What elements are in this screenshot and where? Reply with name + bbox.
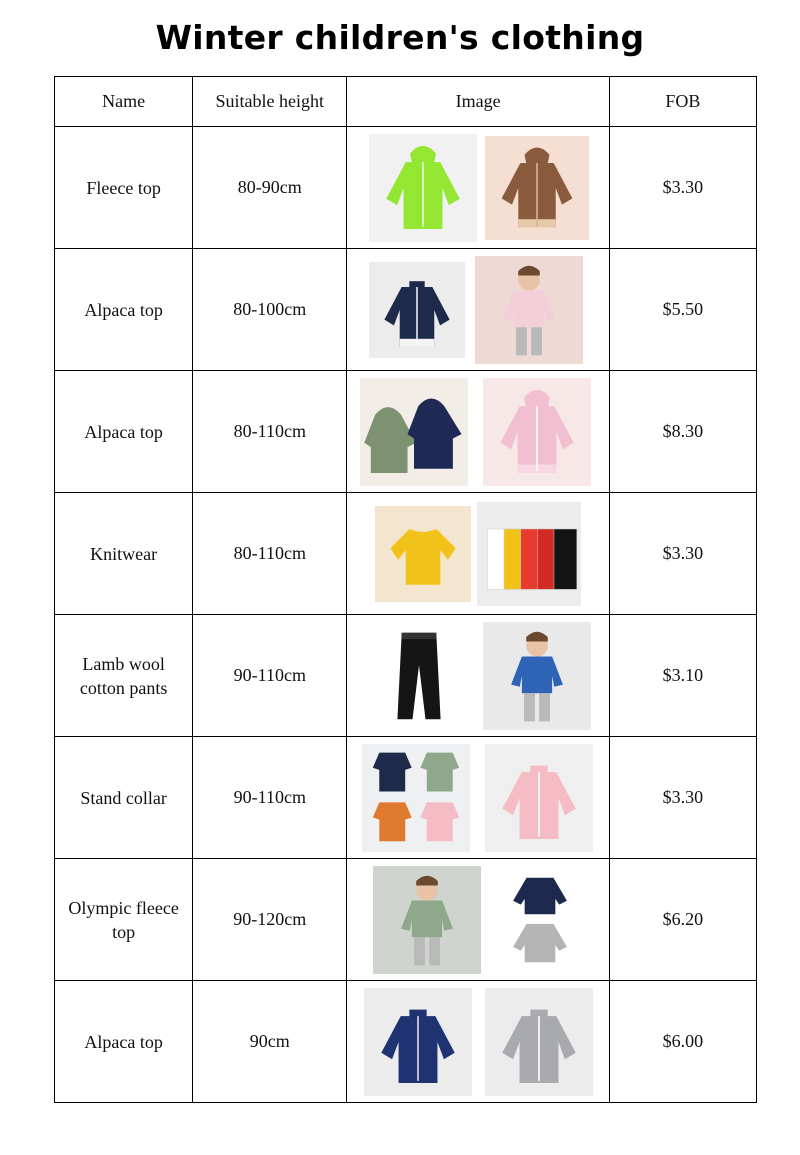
product-photo bbox=[360, 988, 476, 1096]
product-images-cell bbox=[347, 371, 609, 493]
fob-price: $3.30 bbox=[609, 127, 756, 249]
product-name: Fleece top bbox=[86, 177, 161, 198]
product-photo bbox=[358, 744, 474, 852]
product-name-cell bbox=[55, 249, 193, 371]
product-photo bbox=[368, 866, 486, 974]
product-name-cell bbox=[55, 371, 193, 493]
product-images-cell bbox=[347, 127, 609, 249]
product-photo bbox=[375, 500, 471, 608]
table-row bbox=[55, 127, 757, 249]
product-name: Lamb wool cotton pants bbox=[79, 653, 168, 698]
product-photo bbox=[363, 622, 475, 730]
page-title: Winter children's clothing bbox=[155, 18, 645, 57]
product-images-cell bbox=[347, 493, 609, 615]
table-row bbox=[55, 493, 757, 615]
product-photo bbox=[481, 622, 593, 730]
table-header-row bbox=[55, 77, 757, 127]
product-name: Knitwear bbox=[90, 543, 158, 564]
product-photo bbox=[476, 378, 598, 486]
product-name: Olympic fleece top bbox=[68, 897, 179, 942]
product-images-cell bbox=[347, 981, 609, 1103]
product-photo bbox=[367, 134, 479, 242]
fob-price: $3.10 bbox=[609, 615, 756, 737]
product-images-cell bbox=[347, 615, 609, 737]
fob-price: $8.30 bbox=[609, 371, 756, 493]
product-photo bbox=[369, 256, 465, 364]
product-name-cell bbox=[55, 859, 193, 981]
product-photo bbox=[482, 988, 596, 1096]
fob-price: $6.00 bbox=[609, 981, 756, 1103]
table-row bbox=[55, 737, 757, 859]
table-row bbox=[55, 615, 757, 737]
suitable-height: 80-110cm bbox=[193, 493, 347, 615]
product-photo bbox=[492, 866, 588, 974]
product-table bbox=[54, 76, 757, 1103]
product-name-cell bbox=[55, 127, 193, 249]
suitable-height: 80-100cm bbox=[193, 249, 347, 371]
product-photo bbox=[485, 134, 589, 242]
suitable-height: 80-90cm bbox=[193, 127, 347, 249]
fob-price: $3.30 bbox=[609, 493, 756, 615]
suitable-height: 90-110cm bbox=[193, 615, 347, 737]
product-images-cell bbox=[347, 737, 609, 859]
fob-price: $3.30 bbox=[609, 737, 756, 859]
fob-price: $6.20 bbox=[609, 859, 756, 981]
product-photo bbox=[480, 744, 598, 852]
suitable-height: 90cm bbox=[193, 981, 347, 1103]
suitable-height: 90-110cm bbox=[193, 737, 347, 859]
product-name-cell bbox=[55, 493, 193, 615]
product-name-cell bbox=[55, 737, 193, 859]
table-row bbox=[55, 371, 757, 493]
fob-price: $5.50 bbox=[609, 249, 756, 371]
table-row bbox=[55, 981, 757, 1103]
header-image: Image bbox=[347, 77, 609, 127]
product-name-cell bbox=[55, 615, 193, 737]
product-name: Alpaca top bbox=[84, 1031, 163, 1052]
table-row bbox=[55, 249, 757, 371]
header-fob: FOB bbox=[609, 77, 756, 127]
product-photo bbox=[471, 256, 587, 364]
product-images-cell bbox=[347, 859, 609, 981]
table-row bbox=[55, 859, 757, 981]
product-photo bbox=[358, 378, 470, 486]
product-name: Alpaca top bbox=[84, 421, 163, 442]
header-name: Name bbox=[55, 77, 193, 127]
suitable-height: 80-110cm bbox=[193, 371, 347, 493]
product-name: Stand collar bbox=[80, 787, 167, 808]
product-name: Alpaca top bbox=[84, 299, 163, 320]
header-suitable-height: Suitable height bbox=[193, 77, 347, 127]
suitable-height: 90-120cm bbox=[193, 859, 347, 981]
product-name-cell bbox=[55, 981, 193, 1103]
product-photo bbox=[477, 500, 581, 608]
product-images-cell bbox=[347, 249, 609, 371]
